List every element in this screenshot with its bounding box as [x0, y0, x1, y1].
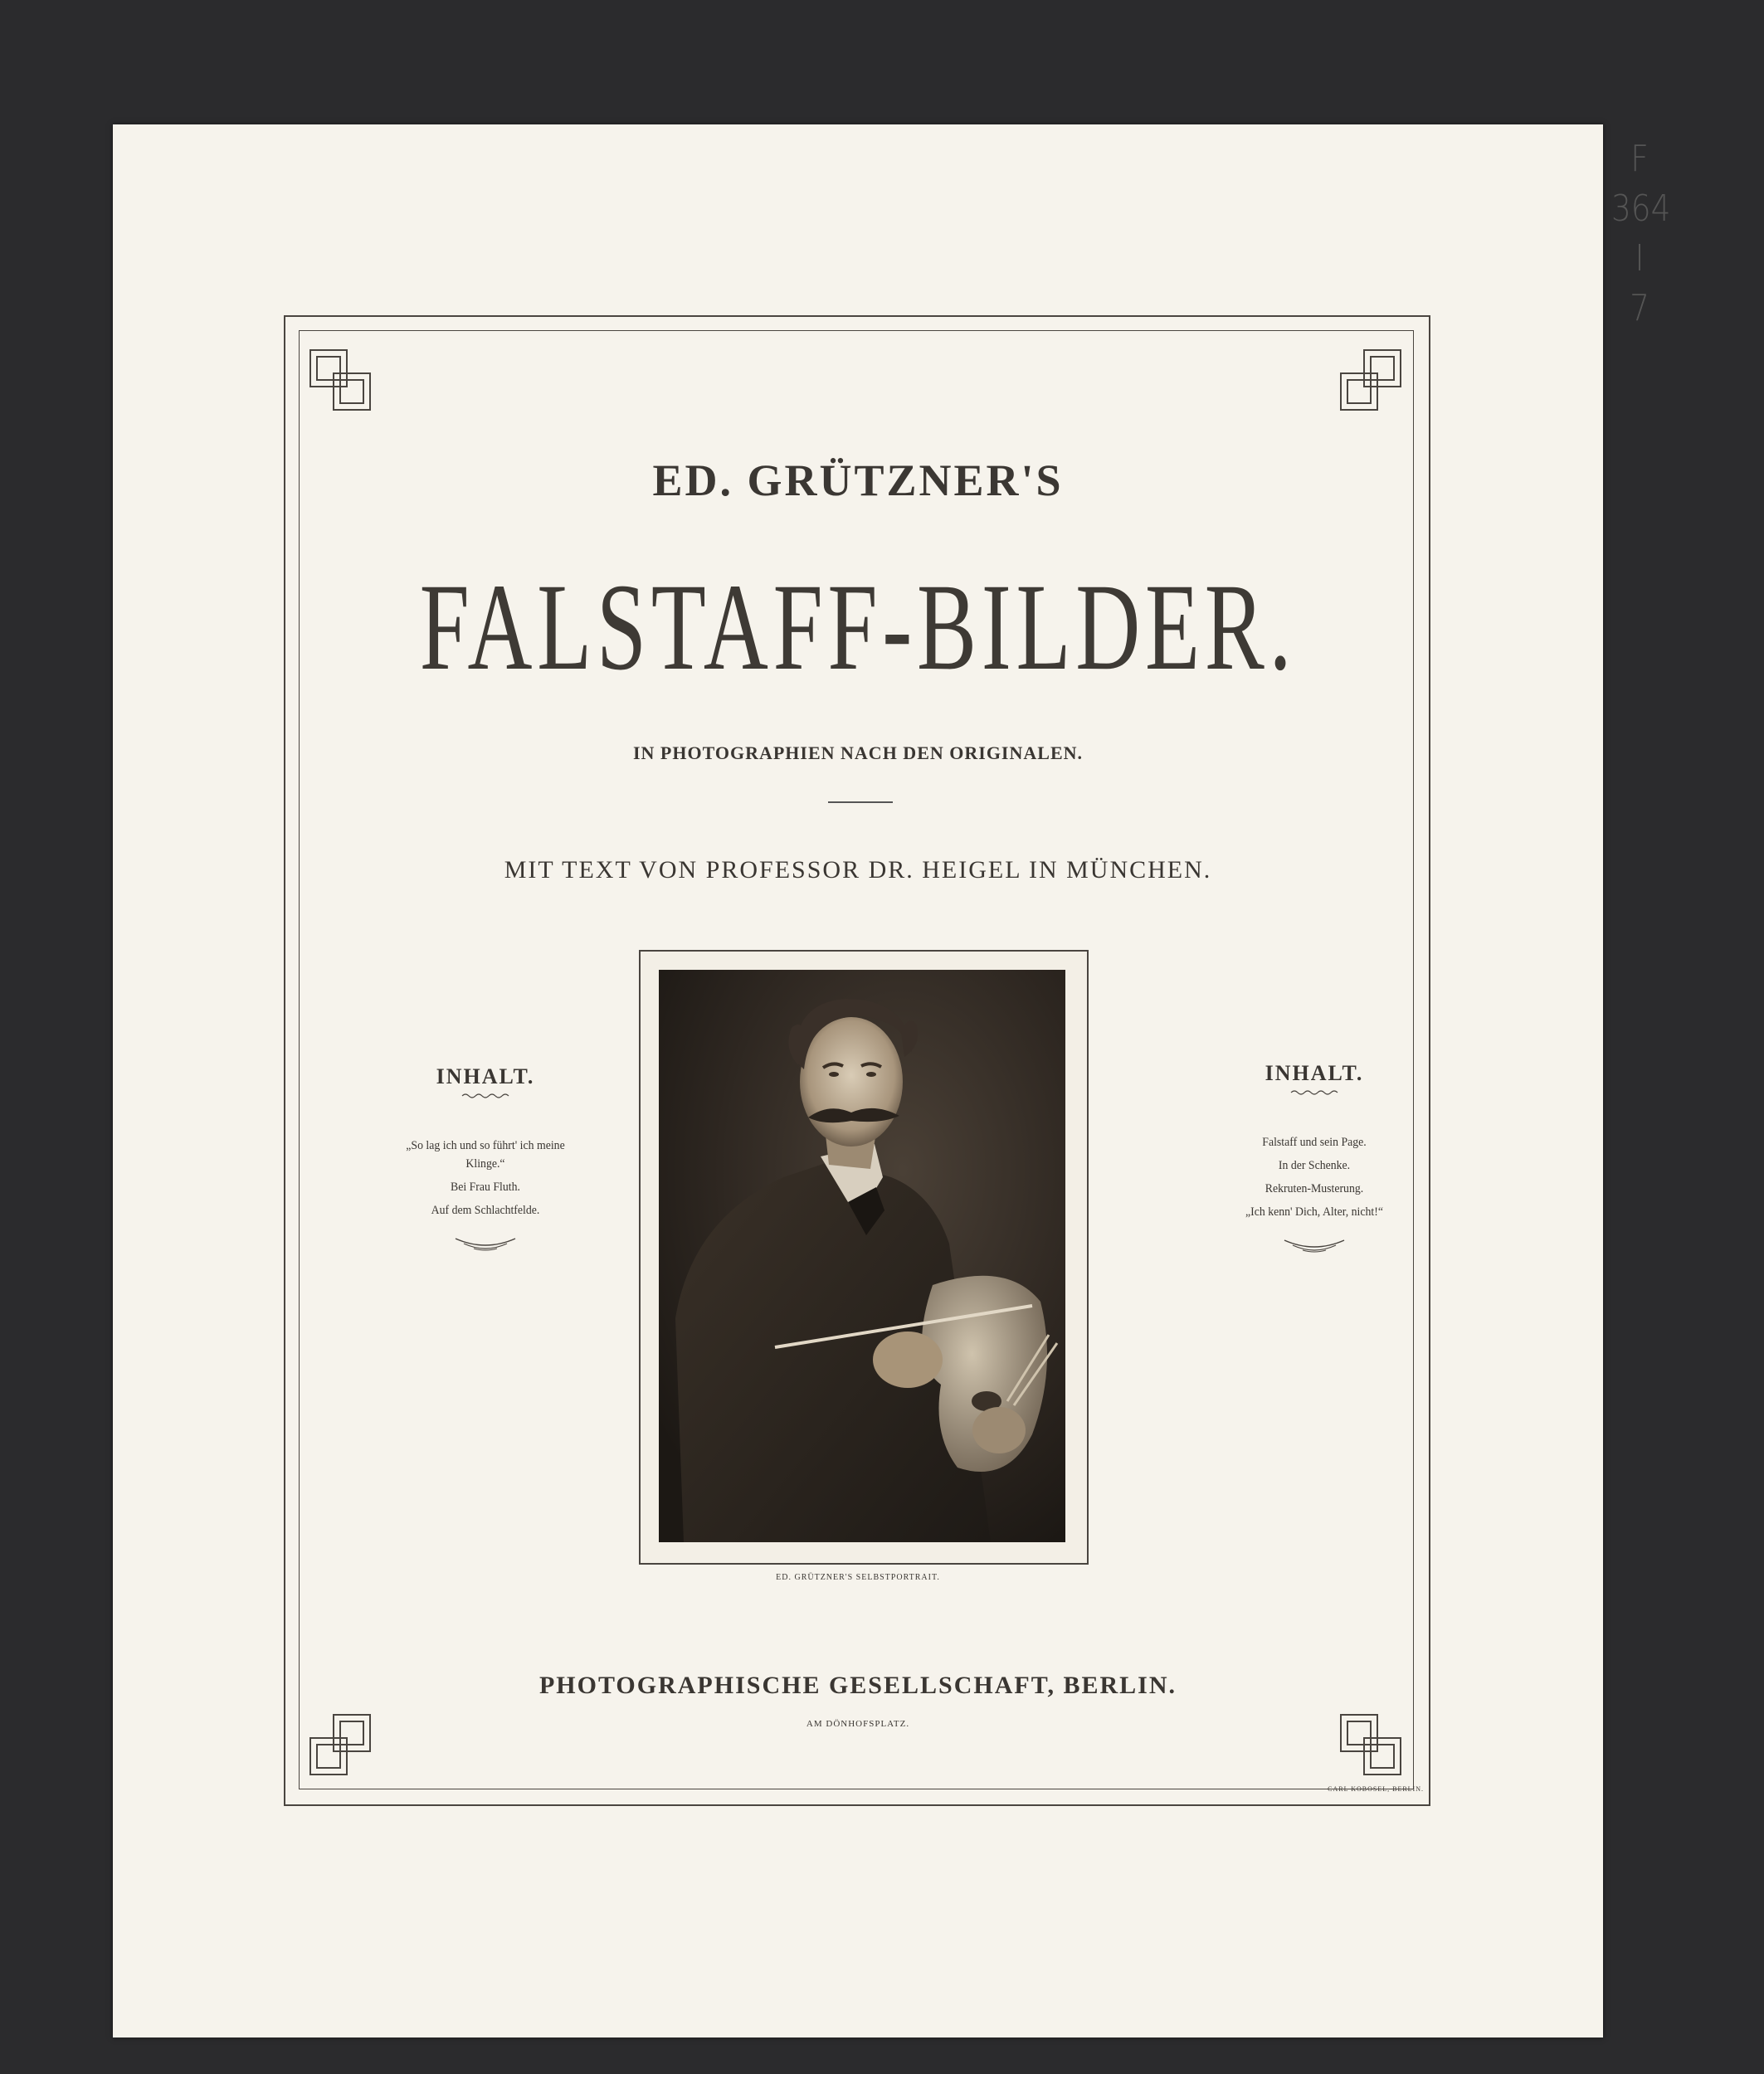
- contents-list: [1190, 1131, 1439, 1224]
- contents-heading: INHALT.: [1265, 1061, 1364, 1085]
- contents-item: Auf dem Schlachtfelde.: [431, 1204, 540, 1217]
- printer-credit: CARL KOBOSEL, BERLIN.: [1328, 1785, 1424, 1793]
- squiggle-ornament-icon: [460, 1093, 510, 1099]
- title-artist: ED. GRÜTZNER'S: [652, 455, 1064, 505]
- catalog-mark-line: 7: [1630, 287, 1649, 329]
- catalog-mark-line: I: [1635, 237, 1645, 280]
- contents-item: Klinge.“: [465, 1157, 505, 1171]
- corner-ornament-icon: [309, 348, 375, 415]
- contents-list: [361, 1134, 610, 1222]
- catalog-mark-line: F: [1630, 138, 1649, 180]
- contents-item: In der Schenke.: [1278, 1159, 1351, 1172]
- publisher: PHOTOGRAPHISCHE GESELLSCHAFT, BERLIN.: [538, 1672, 1177, 1699]
- handwritten-catalog-mark: [1606, 134, 1673, 333]
- contents-item: Rekruten-Musterung.: [1265, 1182, 1364, 1195]
- swash-ornament-icon: [452, 1234, 519, 1254]
- title-page: [113, 124, 1671, 2037]
- contents-item: Bei Frau Fluth.: [451, 1181, 520, 1194]
- catalog-mark-line: 364: [1611, 187, 1671, 230]
- contents-item: „So lag ich und so führt' ich meine: [406, 1139, 565, 1152]
- separator-rule: [828, 801, 893, 803]
- author-line: MIT TEXT VON PROFESSOR DR. HEIGEL IN MÜNCHEN.: [504, 856, 1212, 884]
- corner-ornament-icon: [1336, 348, 1402, 415]
- contents-item: Falstaff und sein Page.: [1262, 1136, 1367, 1149]
- contents-item: „Ich kenn' Dich, Alter, nicht!“: [1245, 1205, 1383, 1219]
- self-portrait-photo: [659, 970, 1065, 1542]
- subtitle: IN PHOTOGRAPHIEN NACH DEN ORIGINALEN.: [632, 742, 1084, 763]
- squiggle-ornament-icon: [1289, 1089, 1339, 1096]
- photo-caption: ED. GRÜTZNER'S SELBSTPORTRAIT.: [776, 1573, 940, 1582]
- contents-left: [361, 1064, 610, 1254]
- swash-ornament-icon: [1281, 1235, 1347, 1255]
- contents-heading: INHALT.: [436, 1064, 535, 1088]
- publisher-address: AM DÖNHOFSPLATZ.: [806, 1719, 910, 1729]
- title-main: FALSTAFF-BILDER.: [419, 558, 1297, 696]
- contents-right: [1190, 1061, 1439, 1255]
